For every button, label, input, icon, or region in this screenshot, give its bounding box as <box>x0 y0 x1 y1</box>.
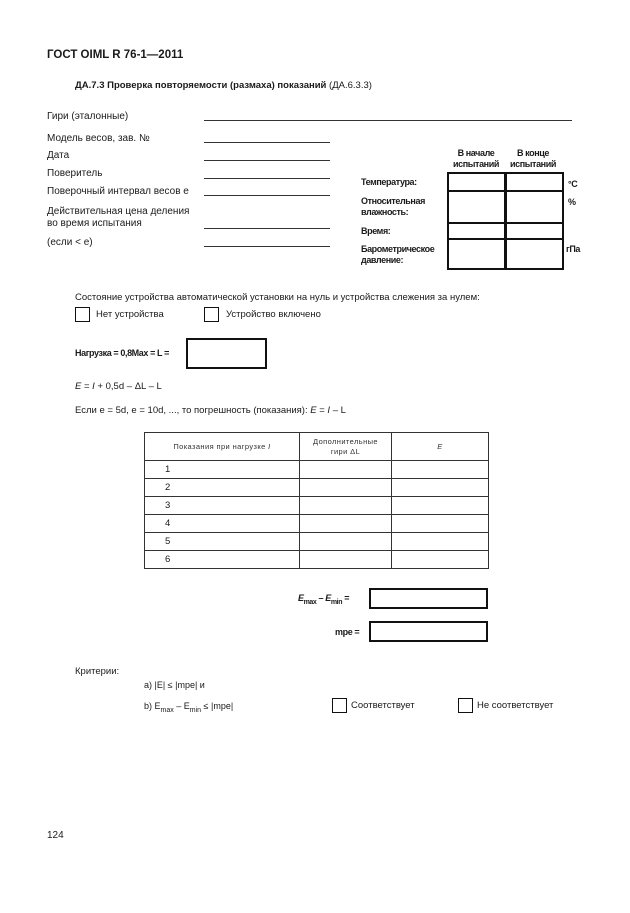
pressure-start-box[interactable] <box>447 238 506 270</box>
humidity-start-box[interactable] <box>447 190 506 224</box>
model-line[interactable] <box>204 142 330 143</box>
table-cell[interactable] <box>300 533 392 551</box>
emax-emin-box[interactable] <box>369 588 488 609</box>
temp-end-box[interactable] <box>505 172 564 192</box>
zero-device-label: Состояние устройства автоматической установки на нуль и устройства слежения за нулем: <box>75 292 480 303</box>
row-number: 2 <box>145 479 300 497</box>
weights-line[interactable] <box>204 120 572 121</box>
no-device-checkbox[interactable] <box>75 307 90 322</box>
criterion-b: b) $E_{max} - E_{min} \le |mpe|$ <box>144 701 234 714</box>
no-device-label: Нет устройства <box>96 309 164 320</box>
verifier-line[interactable] <box>204 178 330 179</box>
humidity-unit: % <box>568 197 576 207</box>
col-error-header: E <box>392 433 489 461</box>
mpe-label: mpe = <box>335 627 360 637</box>
table-cell[interactable] <box>392 533 489 551</box>
pressure-unit: гПа <box>566 244 581 254</box>
criteria-label: Критерии: <box>75 666 120 677</box>
document-id: ГОСТ OIML R 76-1—2011 <box>47 49 184 61</box>
table-cell[interactable] <box>300 551 392 569</box>
row-number: 4 <box>145 515 300 533</box>
actual-division-label-3: (если < e) <box>47 237 93 248</box>
pass-label: Соответствует <box>351 700 415 711</box>
weights-label: Гири (эталонные) <box>47 111 129 122</box>
row-number: 5 <box>145 533 300 551</box>
table-cell[interactable] <box>300 479 392 497</box>
table-row <box>145 479 489 497</box>
table-cell[interactable] <box>300 461 392 479</box>
actual-division-line[interactable] <box>204 228 330 229</box>
pressure-label: Барометрическое давление: <box>361 244 435 265</box>
time-label: Время: <box>361 226 391 236</box>
table-header-row <box>145 433 489 461</box>
interval-label: Поверочный интервал весов e <box>47 186 189 197</box>
table-cell[interactable] <box>392 497 489 515</box>
date-label: Дата <box>47 150 70 161</box>
table-cell[interactable] <box>392 515 489 533</box>
temp-unit: °C <box>568 179 578 189</box>
pass-checkbox[interactable] <box>332 698 347 713</box>
col-readings-header: Показания при нагрузке I <box>145 433 300 461</box>
fail-label: Не соответствует <box>477 700 554 711</box>
col-extra-weights-header: Дополнительные гири ΔL <box>300 433 392 461</box>
page-number: 124 <box>47 830 64 841</box>
row-number: 6 <box>145 551 300 569</box>
error-formula-alt: Если e = 5d, e = 10d, ..., то погрешность (показания): E = I – L <box>75 405 346 416</box>
error-formula: E = I + 0,5d – ΔL – L <box>75 381 162 392</box>
table-row <box>145 515 489 533</box>
table-cell[interactable] <box>392 551 489 569</box>
load-input-box[interactable] <box>186 338 267 369</box>
table-cell[interactable] <box>300 497 392 515</box>
env-col-end: В конце испытаний <box>510 148 556 169</box>
table-cell[interactable] <box>392 479 489 497</box>
table-cell[interactable] <box>300 515 392 533</box>
mpe-box[interactable] <box>369 621 488 642</box>
temp-label: Температура: <box>361 177 417 187</box>
temp-start-box[interactable] <box>447 172 506 192</box>
fail-checkbox[interactable] <box>458 698 473 713</box>
table-row <box>145 551 489 569</box>
date-line[interactable] <box>204 160 330 161</box>
criterion-a: a) |E| ≤ |mpe| и <box>144 680 205 690</box>
pressure-end-box[interactable] <box>505 238 564 270</box>
table-row <box>145 533 489 551</box>
row-number: 1 <box>145 461 300 479</box>
env-col-start: В начале испытаний <box>453 148 499 169</box>
actual-division-label-1: Действительная цена деления <box>47 206 190 217</box>
table-row <box>145 461 489 479</box>
emax-emin-label: $E_{max} - E_{min}$ = <box>298 593 350 606</box>
model-label: Модель весов, зав. № <box>47 133 150 144</box>
verifier-label: Поверитель <box>47 168 103 179</box>
section-title: Проверка повторяемости (размаха) показаний <box>107 80 327 91</box>
humidity-end-box[interactable] <box>505 190 564 224</box>
row-number: 3 <box>145 497 300 515</box>
device-on-checkbox[interactable] <box>204 307 219 322</box>
table-row <box>145 497 489 515</box>
section-heading <box>75 80 372 91</box>
table-cell[interactable] <box>392 461 489 479</box>
interval-line[interactable] <box>204 195 330 196</box>
section-number: ДА.7.3 <box>75 80 105 91</box>
section-ref: (ДА.6.3.3) <box>329 80 372 91</box>
humidity-label: Относительная влажность: <box>361 196 425 217</box>
load-label: Нагрузка = 0,8Max = L = <box>75 348 169 358</box>
readings-table <box>144 432 489 569</box>
device-on-label: Устройство включено <box>226 309 321 320</box>
actual-division-label-2: во время испытания <box>47 218 142 229</box>
actual-division-line-2[interactable] <box>204 246 330 247</box>
